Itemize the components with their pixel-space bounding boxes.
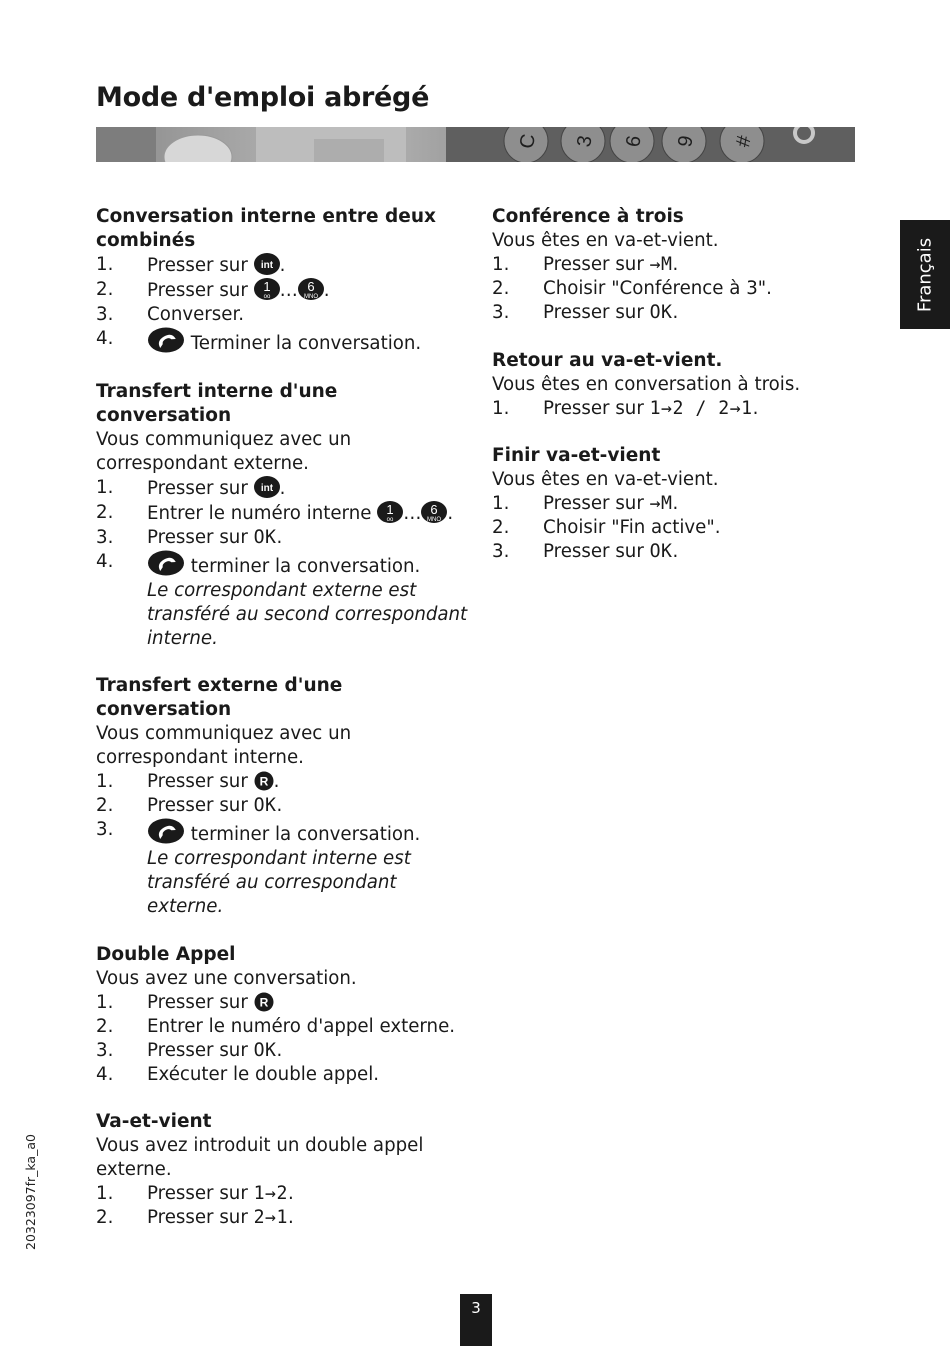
r-key-icon xyxy=(254,771,274,791)
key-6-icon-main: 6 xyxy=(430,501,439,517)
instruction-section xyxy=(492,205,862,325)
section-note: Le correspondant interne est transféré au correspondant externe. xyxy=(147,848,411,917)
step-item xyxy=(96,526,476,550)
step-text: Presser sur xyxy=(147,526,254,548)
key-1-icon-main: 1 xyxy=(262,279,271,294)
section-heading: Retour au va-et-vient. xyxy=(492,349,723,371)
int-key-icon xyxy=(254,253,280,275)
step-number: 1. xyxy=(492,493,510,514)
page-number: 3 xyxy=(460,1294,492,1346)
step-text: Presser sur xyxy=(543,493,650,514)
step-text: Exécuter le double appel. xyxy=(147,1063,380,1085)
section-intro: Vous communiquez avec un correspondant externe. xyxy=(96,428,352,474)
key-1-icon xyxy=(254,278,280,300)
display-softkey: 2→1 xyxy=(253,1207,288,1228)
step-item xyxy=(96,794,476,818)
step-number: 3. xyxy=(492,541,510,562)
display-softkey: OK xyxy=(253,795,277,816)
step-text: Presser sur xyxy=(147,1183,254,1204)
step-text: Presser sur xyxy=(147,255,254,276)
instruction-section xyxy=(96,205,476,356)
step-item xyxy=(96,476,476,501)
int-key-icon xyxy=(254,476,280,498)
instruction-section xyxy=(96,1110,476,1230)
r-key-label: R xyxy=(259,774,268,789)
step-text-end: . xyxy=(276,795,283,816)
step-number: 1. xyxy=(96,254,114,275)
step-text: Presser sur xyxy=(543,541,650,562)
section-heading: Conversation interne entre deux combinés xyxy=(96,206,436,251)
end-call-key-icon xyxy=(147,327,185,353)
step-item xyxy=(96,1039,476,1063)
step-item xyxy=(96,1063,476,1087)
step-number: 1. xyxy=(96,771,114,792)
instruction-section xyxy=(96,943,476,1087)
step-text-end: . xyxy=(672,302,679,323)
step-text-end: Terminer la conversation. xyxy=(185,333,422,354)
step-text-end: . xyxy=(273,771,280,792)
step-text-end: . xyxy=(323,280,330,301)
display-softkey: 1→2 / 2→1 xyxy=(649,397,753,419)
step-text-end: terminer la conversation. xyxy=(185,824,421,845)
language-tab xyxy=(900,220,950,329)
step-number: 1. xyxy=(96,991,114,1013)
step-number: 1. xyxy=(492,397,510,419)
section-heading: Double Appel xyxy=(96,943,236,965)
section-intro: Vous communiquez avec un correspondant interne. xyxy=(96,723,352,768)
display-softkey: 1→2 xyxy=(253,1183,288,1204)
step-item xyxy=(492,516,862,540)
banner-key-label: # xyxy=(732,133,756,149)
step-text-end: . xyxy=(672,254,679,275)
step-text: Presser sur xyxy=(147,1207,254,1228)
instruction-section xyxy=(96,380,476,651)
key-6-icon xyxy=(298,278,324,300)
right-column xyxy=(492,205,862,588)
step-number: 2. xyxy=(492,278,510,299)
step-text-end: . xyxy=(752,397,759,419)
step-number: 4. xyxy=(96,328,114,349)
step-number: 3. xyxy=(96,819,114,840)
section-intro: Vous avez introduit un double appel externe. xyxy=(96,1135,424,1180)
banner-key-label: 9 xyxy=(674,133,698,149)
step-item xyxy=(96,1015,476,1039)
step-text: Choisir "Conférence à 3". xyxy=(543,278,772,299)
banner-key-label: 6 xyxy=(622,133,646,149)
phone-keypad-banner xyxy=(96,127,855,162)
display-softkey: →M xyxy=(649,493,673,514)
step-number: 2. xyxy=(96,1207,114,1228)
step-item xyxy=(96,770,476,794)
key-1-icon-sub: oo xyxy=(263,294,270,300)
step-item xyxy=(492,540,862,564)
step-number: 2. xyxy=(96,279,114,300)
section-heading: Finir va-et-vient xyxy=(492,445,661,466)
display-softkey: OK xyxy=(253,1039,277,1061)
step-text-end: . xyxy=(287,1207,294,1228)
step-text-end: . xyxy=(287,1183,294,1204)
display-softkey: →M xyxy=(649,254,673,275)
step-text-end: . xyxy=(279,477,286,499)
int-key-icon-label: int xyxy=(260,260,273,271)
step-text: Presser sur xyxy=(543,254,650,275)
step-text: Choisir "Fin active". xyxy=(543,517,721,538)
banner-key-label: C xyxy=(515,132,541,151)
step-item xyxy=(492,397,862,421)
phone-keypad-image xyxy=(96,127,855,162)
page-title: Mode d'emploi abrégé xyxy=(96,82,430,113)
key-1-icon-sub: oo xyxy=(386,516,394,523)
step-text: Entrer le numéro interne xyxy=(147,502,378,524)
step-text-end: . xyxy=(447,502,454,524)
step-item xyxy=(96,303,476,327)
r-key-icon xyxy=(254,992,274,1012)
step-text-end: . xyxy=(276,526,283,548)
banner-key-label: 3 xyxy=(573,133,597,149)
step-text-end: . xyxy=(672,541,679,562)
end-call-key-icon xyxy=(147,818,185,844)
step-item xyxy=(96,327,476,356)
step-text: Presser sur xyxy=(147,1039,254,1061)
step-item xyxy=(96,253,476,278)
step-number: 4. xyxy=(96,550,114,572)
step-item xyxy=(492,492,862,516)
step-number: 2. xyxy=(492,517,510,538)
step-item xyxy=(96,1206,476,1230)
section-heading: Va-et-vient xyxy=(96,1111,212,1132)
step-number: 1. xyxy=(96,1183,114,1204)
section-heading: Transfert interne d'une conversation xyxy=(96,380,338,426)
step-item xyxy=(492,277,862,301)
key-6-icon xyxy=(421,501,447,523)
key-6-icon-main: 6 xyxy=(307,279,315,294)
step-item xyxy=(96,1182,476,1206)
step-text: Converser. xyxy=(147,304,245,325)
left-column xyxy=(96,205,476,1254)
end-call-key-icon xyxy=(147,550,185,576)
step-number: 2. xyxy=(96,795,114,816)
step-text-end: . xyxy=(276,1039,283,1061)
display-softkey: OK xyxy=(649,302,673,323)
step-text-end: . xyxy=(279,255,286,276)
key-6-icon-sub: MNO xyxy=(427,516,442,523)
step-item xyxy=(96,550,476,579)
instruction-section xyxy=(96,674,476,919)
step-item xyxy=(96,991,476,1015)
step-text: Presser sur xyxy=(147,477,254,499)
key-1-icon xyxy=(377,501,403,523)
section-heading: Conférence à trois xyxy=(492,206,684,227)
step-number: 3. xyxy=(492,302,510,323)
key-6-icon-sub: MNO xyxy=(303,294,318,300)
step-item xyxy=(492,301,862,325)
instruction-section xyxy=(492,444,862,564)
step-text: Presser sur xyxy=(147,280,254,301)
step-text: Presser sur xyxy=(147,771,254,792)
step-number: 3. xyxy=(96,526,114,548)
step-number: 2. xyxy=(96,501,114,523)
step-number: 1. xyxy=(492,254,510,275)
step-text: Presser sur xyxy=(543,397,650,419)
step-number: 4. xyxy=(96,1063,114,1085)
display-softkey: OK xyxy=(649,541,673,562)
language-label: Français xyxy=(914,237,936,312)
step-item: 2. Presser sur 1 oo … 6 MNO . xyxy=(96,279,330,301)
step-number: 1. xyxy=(96,476,114,498)
step-text: Presser sur xyxy=(147,991,254,1013)
step-item xyxy=(492,253,862,277)
step-number: 2. xyxy=(96,1015,114,1037)
step-number: 3. xyxy=(96,1039,114,1061)
display-softkey: OK xyxy=(253,526,277,548)
key-1-icon-main: 1 xyxy=(386,501,394,517)
step-item: 2. Entrer le numéro interne 1 oo … 6 MNO . xyxy=(96,501,454,524)
step-text: Entrer le numéro d'appel externe. xyxy=(147,1015,456,1037)
step-item xyxy=(96,818,476,847)
section-intro: Vous avez une conversation. xyxy=(96,967,357,989)
step-text: Presser sur xyxy=(543,302,650,323)
step-text: Presser sur xyxy=(147,795,254,816)
section-note: Le correspondant externe est transféré au second correspondant interne. xyxy=(147,579,468,649)
r-key-label: R xyxy=(259,995,268,1009)
step-number: 3. xyxy=(96,304,114,325)
int-key-icon-label: int xyxy=(260,482,273,494)
section-intro: Vous êtes en conversation à trois. xyxy=(492,373,801,395)
section-intro: Vous êtes en va-et-vient. xyxy=(492,230,719,251)
step-text-end: terminer la conversation. xyxy=(185,555,421,577)
instruction-section xyxy=(492,349,862,421)
section-intro: Vous êtes en va-et-vient. xyxy=(492,469,719,490)
document-code: 20323097fr_ka_a0 xyxy=(23,1134,38,1250)
section-heading: Transfert externe d'une conversation xyxy=(96,675,343,720)
step-text-end: . xyxy=(672,493,679,514)
